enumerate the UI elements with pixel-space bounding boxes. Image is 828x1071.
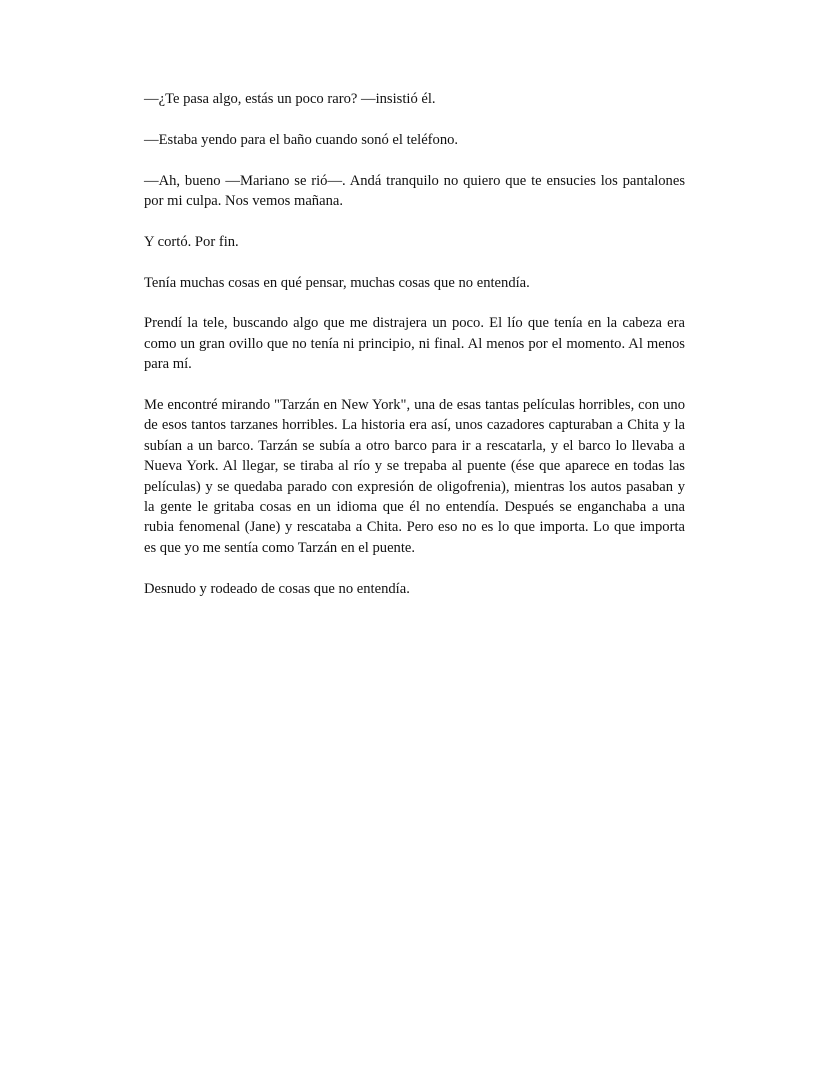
paragraph-6: Prendí la tele, buscando algo que me distrajera un poco. El lío que tenía en la cabeza era como un gran ovillo que no tenía ni principio, ni final. Al menos por el momento. Al menos para mí. <box>144 315 685 373</box>
paragraph-4: Y cortó. Por fin. <box>144 233 239 250</box>
paragraph-3: —Ah, bueno —Mariano se rió—. Andá tranquilo no quiero que te ensucies los pantalones por mi culpa. Nos vemos mañana. <box>144 172 685 209</box>
paragraph-7: Me encontré mirando "Tarzán en New York", una de esas tantas películas horribles, con uno de esos tantos tarzanes horribles. La historia era así, unos cazadores capturaban a Chita y la subían a un barco. Tarzán se subía a otro barco para ir a rescatarla, y el barco lo llevaba a Nueva York. Al llegar, se tiraba al río y se trepaba al puente (ése que aparece en todas las películas) y se quedaba parado con expresión de oligofrenia), mientras los autos pasaban y la gente le gritaba cosas en un idioma que él no entendía. Después se enganchaba a una rubia fenomenal (Jane) y rescataba a Chita. Pero eso no es lo que importa. Lo que importa es que yo me sentía como Tarzán en el puente. <box>144 397 685 556</box>
paragraph-1: —¿Te pasa algo, estás un poco raro? —insistió él. <box>144 91 436 107</box>
paragraph-2: —Estaba yendo para el baño cuando sonó el teléfono. <box>144 131 459 148</box>
paragraph-8: Desnudo y rodeado de cosas que no entendía. <box>144 580 410 597</box>
paragraph-5: Tenía muchas cosas en qué pensar, muchas cosas que no entendía. <box>144 274 530 291</box>
text-column <box>144 89 685 619</box>
